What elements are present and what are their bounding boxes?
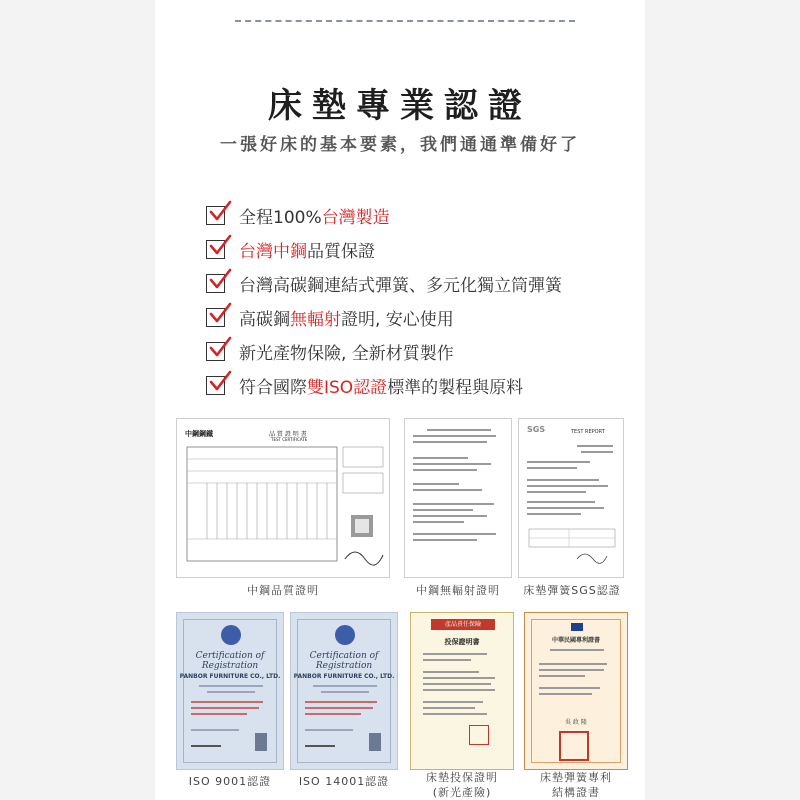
caption-iso14001: ISO 14001認證 [298,775,390,788]
certificate-text-lines [305,685,385,735]
feature-highlight: 雙ISO認證 [307,377,388,398]
insurance-text-lines [423,653,503,719]
feature-text-part: 高碳鋼 [239,309,290,330]
caption-sgs: 床墊彈簧SGS認證 [523,584,621,597]
checkbox-icon [206,342,225,361]
feature-item [206,232,562,266]
certificate-text-lines [191,685,271,735]
radiation-free-certificate-image [404,418,512,578]
feature-text [239,305,454,330]
checkbox-icon [206,274,225,293]
sgs-logo: SGS [527,425,546,434]
flag-icon [571,623,583,631]
feature-text [239,339,454,364]
insurance-seal-stamp [469,725,489,745]
feature-text-part: 品質保證 [307,241,375,262]
feature-text-part: 全程100% [239,207,322,228]
feature-text [239,237,375,262]
feature-text-part: 證明, 安心使用 [341,309,454,330]
feature-text-part: 台灣高碳鋼連結式彈簧、多元化獨立筒彈簧 [239,275,562,296]
patent-certificate-image [524,612,628,770]
caption-patent-line2: 結構證書 [552,786,600,799]
caption-insurance-line1: 床墊投保證明 [426,771,498,784]
csc-doc-title: 品 質 證 明 書 [269,431,307,438]
caption-patent-line1: 床墊彈簧專利 [540,771,612,784]
iso9001-certificate-image [176,612,284,770]
left-margin [0,0,155,800]
caption-insurance [404,770,520,800]
caption-radiation: 中鋼無輻射證明 [416,584,500,597]
feature-text-part: 符合國際 [239,377,307,398]
caption-csc: 中鋼品質證明 [247,584,319,597]
patent-red-seal [559,731,589,761]
feature-highlight: 無輻射 [290,309,341,330]
feature-checklist [206,198,562,402]
feature-text [239,373,523,398]
iso14001-certificate-image [290,612,398,770]
accreditation-mark-icon [369,733,381,751]
checkbox-icon [206,206,225,225]
page-subtitle: 一張好床的基本要素，我們通通準備好了 [220,135,580,155]
radiation-text-lines [413,429,505,545]
insurance-title: 投保證明書 [444,638,480,646]
patent-title: 中華民國專利證書 [551,637,600,644]
caption-insurance-line2: (新光產險) [432,786,492,799]
dashed-divider [235,20,575,22]
feature-item [206,300,562,334]
csc-doc-subtitle: TEST CERTIFICATE [271,437,308,442]
certificate-company: PANBOR FURNITURE CO., LTD. [179,673,281,680]
mic-seal-icon [335,625,355,645]
caption-iso9001: ISO 9001認證 [188,775,272,788]
insurance-certificate-image [410,612,514,770]
patent-holder-name: 吳 政 隆 [565,719,587,726]
checkbox-icon [206,240,225,259]
csc-table-graphic [177,419,390,578]
checkbox-icon [206,308,225,327]
feature-text [239,203,390,228]
certificate-title: Certification of Registration [309,651,379,671]
sgs-doc-title: TEST REPORT [571,429,605,435]
signature-line [191,745,221,747]
feature-highlight: 台灣製造 [321,207,390,228]
feature-text-part: 標準的製程與原料 [387,377,524,398]
certificate-title: Certification of Registration [195,651,265,671]
insurance-header-banner: 產品責任保險 [431,619,495,630]
checkbox-icon [206,376,225,395]
page-title: 床墊專業認證 [268,86,532,126]
feature-item [206,266,562,300]
mic-seal-icon [221,625,241,645]
feature-item [206,334,562,368]
feature-highlight: 台灣中鋼 [239,241,307,262]
right-margin [645,0,800,800]
patent-text-lines [539,649,615,699]
certificate-company: PANBOR FURNITURE CO., LTD. [293,673,395,680]
accreditation-mark-icon [255,733,267,751]
feature-text-part: 新光產物保險, 全新材質製作 [239,343,454,364]
csc-quality-certificate-image [176,418,390,578]
caption-patent [520,770,632,800]
csc-logo: 中鋼鋼鐵 [185,430,213,438]
sgs-test-report-image [518,418,624,578]
sgs-table-graphic [519,419,624,578]
feature-item [206,198,562,232]
signature-line [305,745,335,747]
feature-item [206,368,562,402]
feature-text [239,271,562,296]
